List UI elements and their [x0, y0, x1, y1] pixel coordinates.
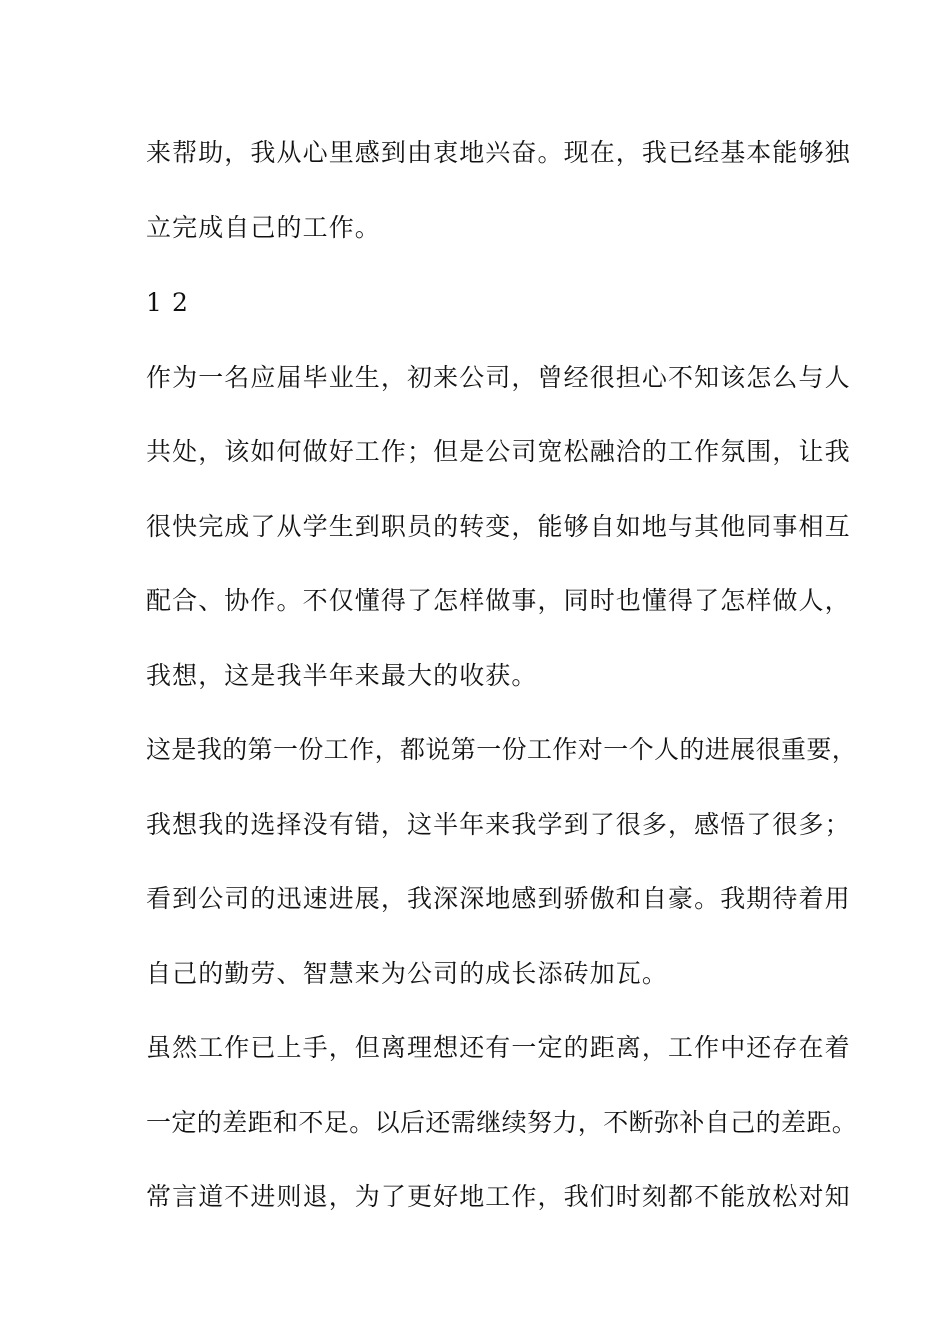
- text-line-6: 配合、协作。不仅懂得了怎样做事，同时也懂得了怎样做人，: [146, 586, 851, 615]
- text-line-13: 一定的差距和不足。以后还需继续努力，不断弥补自己的差距。: [146, 1108, 858, 1137]
- text-line-10: 看到公司的迅速进展，我深深地感到骄傲和自豪。我期待着用: [146, 884, 851, 913]
- text-line-3: 作为一名应届毕业生，初来公司，曾经很担心不知该怎么与人: [146, 363, 851, 392]
- text-line-12: 虽然工作已上手，但离理想还有一定的距离，工作中还存在着: [146, 1033, 851, 1062]
- text-line-2: 立完成自己的工作。: [146, 213, 381, 242]
- text-line-5: 很快完成了从学生到职员的转变，能够自如地与其他同事相互: [146, 512, 851, 541]
- page-number: 1 2: [146, 288, 190, 317]
- text-line-9: 我想我的选择没有错，这半年来我学到了很多，感悟了很多；: [146, 810, 851, 839]
- text-line-11: 自己的勤劳、智慧来为公司的成长添砖加瓦。: [146, 959, 669, 988]
- text-line-7: 我想，这是我半年来最大的收获。: [146, 661, 538, 690]
- text-line-8: 这是我的第一份工作，都说第一份工作对一个人的进展很重要，: [146, 735, 858, 764]
- text-line-4: 共处，该如何做好工作；但是公司宽松融洽的工作氛围，让我: [146, 437, 851, 466]
- text-line-14: 常言道不进则退，为了更好地工作，我们时刻都不能放松对知: [146, 1182, 851, 1211]
- text-line-1: 来帮助，我从心里感到由衷地兴奋。现在，我已经基本能够独: [146, 138, 851, 167]
